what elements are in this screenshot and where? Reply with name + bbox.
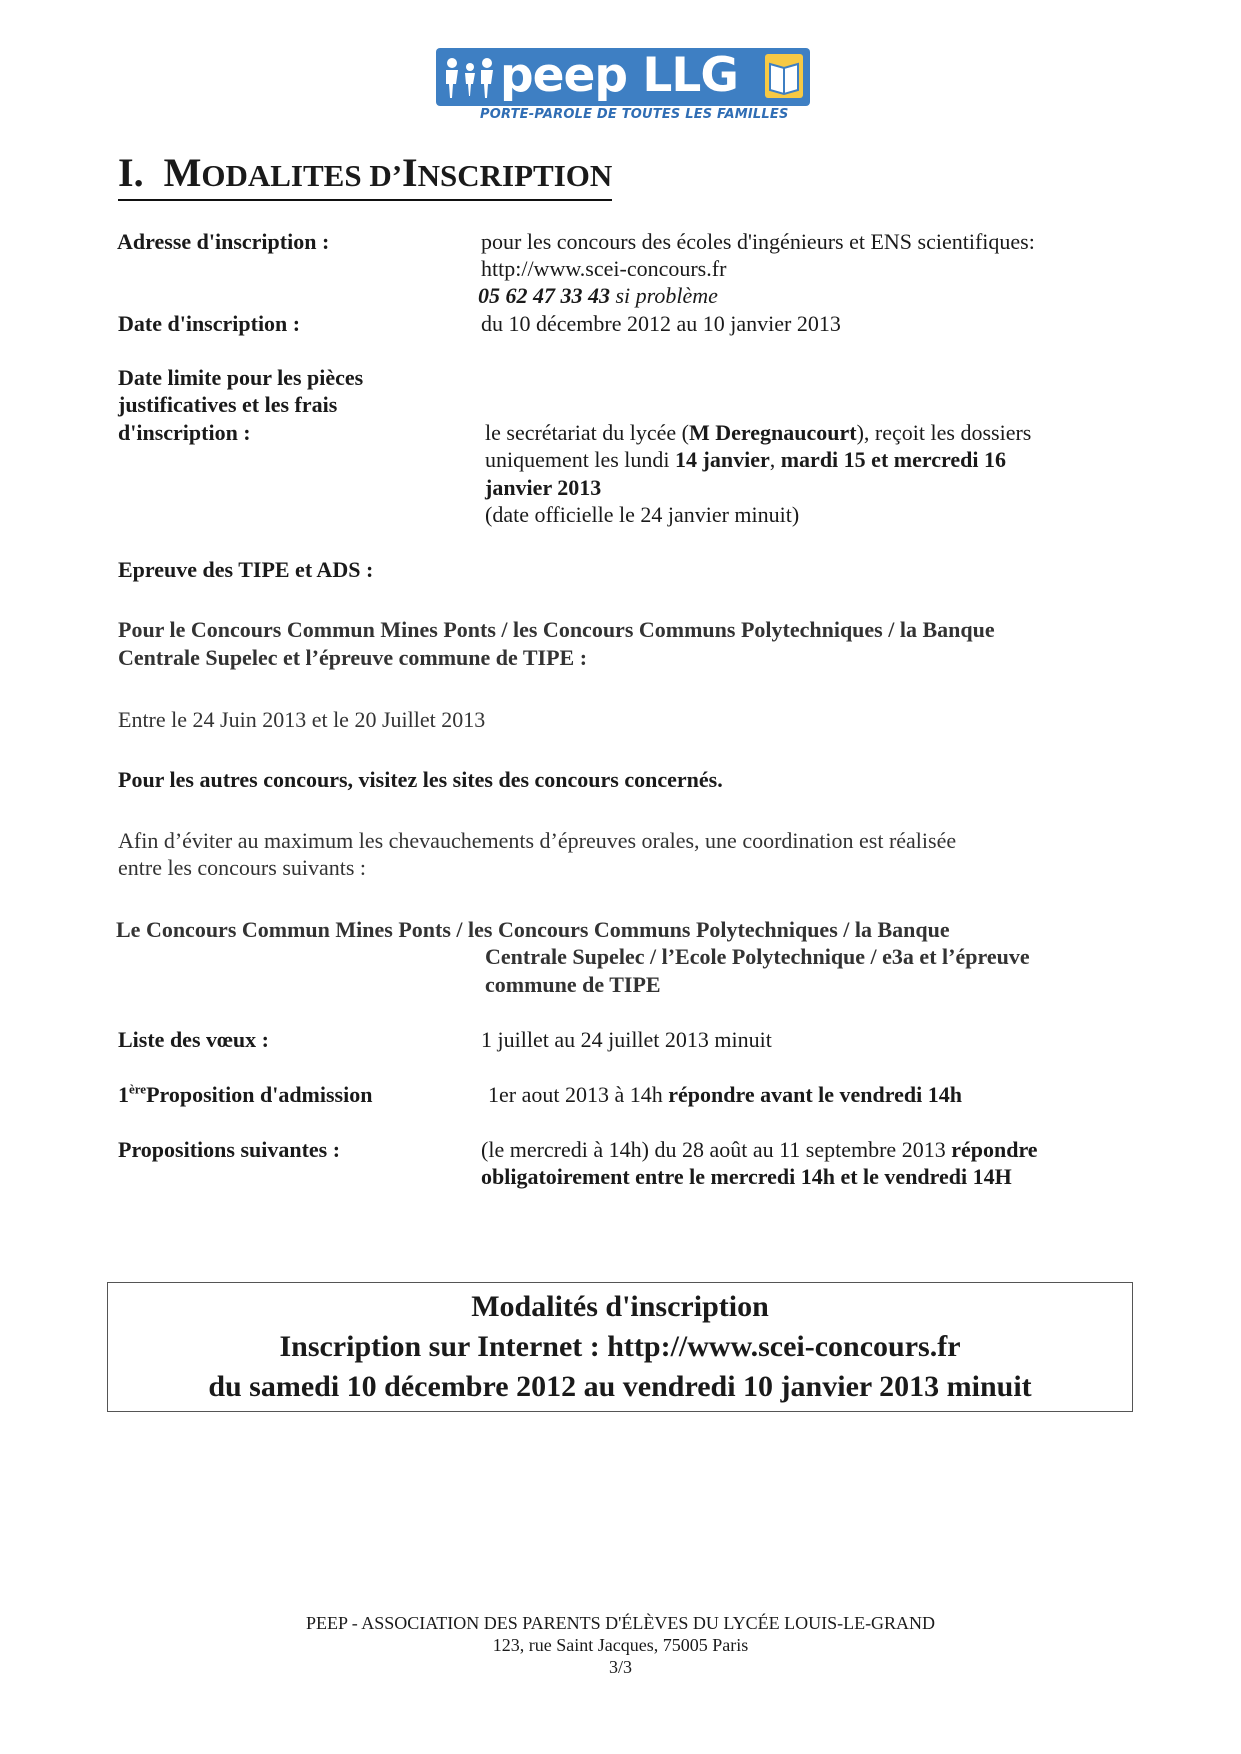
box-url-line: Inscription sur Internet : http://www.scei-concours.fr [279,1330,961,1363]
limite-label-3: d'inscription : [118,420,251,445]
suivantes-value-2: obligatoirement entre le mercredi 14h et le vendredi 14H [481,1164,1012,1189]
page-title: I. MODALITES D’INSCRIPTION [118,150,612,201]
proposition-label: 1èreProposition d'admission [118,1081,373,1107]
family-icon [442,56,498,100]
voeux-value: 1 juillet au 24 juillet 2013 minuit [481,1027,772,1052]
limite-value-2: uniquement les lundi 14 janvier, mardi 15 et mercredi 16 [485,447,1006,472]
tipe-label: Epreuve des TIPE et ADS : [118,557,374,582]
afin-line-1: Afin d’éviter au maximum les chevauchements d’épreuves orales, une coordination est réalisée [118,828,957,853]
limite-label-2: justificatives et les frais [118,392,338,417]
limite-value-3: janvier 2013 [485,475,602,500]
page-footer [0,1612,1241,1678]
book-icon [765,54,803,98]
autres-concours: Pour les autres concours, visitez les sites des concours concernés. [118,767,723,792]
limite-value-4: (date officielle le 24 janvier minuit) [485,502,800,527]
adresse-url: http://www.scei-concours.fr [481,256,727,281]
summary-box [107,1282,1133,1412]
adresse-label: Adresse d'inscription : [117,229,330,254]
commun-line-1: Pour le Concours Commun Mines Ponts / les Concours Communs Polytechniques / la Banque [118,617,995,642]
footer-association: PEEP - ASSOCIATION DES PARENTS D'ÉLÈVES DU LYCÉE LOUIS-LE-GRAND [305,1613,936,1633]
box-dates-line: du samedi 10 décembre 2012 au vendredi 10 janvier 2013 minuit [208,1370,1032,1403]
adresse-phone: 05 62 47 33 43 si problème [478,283,718,308]
suivantes-value-1: (le mercredi à 14h) du 28 août au 11 septembre 2013 répondre [481,1137,1038,1162]
afin-line-2: entre les concours suivants : [118,855,367,880]
limite-label-1: Date limite pour les pièces [118,365,364,390]
logo-tagline: PORTE-PAROLE DE TOUTES LES FAMILLES [480,107,789,122]
coord-line-3: commune de TIPE [485,972,661,997]
date-value: du 10 décembre 2012 au 10 janvier 2013 [481,311,841,336]
box-title: Modalités d'inscription [471,1290,769,1323]
peep-llg-logo [436,48,810,130]
coord-line-2: Centrale Supelec / l’Ecole Polytechnique / e3a et l’épreuve [485,944,1030,969]
adresse-line1: pour les concours des écoles d'ingénieurs et ENS scientifiques: [481,229,1035,254]
footer-page-number: 3/3 [608,1657,632,1677]
logo-brand-suffix: LLG [642,48,738,103]
date-label: Date d'inscription : [118,311,301,336]
commun-line-2: Centrale Supelec et l’épreuve commune de TIPE : [118,645,588,670]
logo-brand: peep [500,48,628,103]
limite-value-1: le secrétariat du lycée (M Deregnaucourt), reçoit les dossiers [485,420,1032,445]
proposition-value: 1er aout 2013 à 14h répondre avant le vendredi 14h [488,1082,962,1107]
footer-address: 123, rue Saint Jacques, 75005 Paris [492,1635,749,1655]
coord-line-1: Le Concours Commun Mines Ponts / les Concours Communs Polytechniques / la Banque [116,917,950,942]
entre-dates: Entre le 24 Juin 2013 et le 20 Juillet 2013 [118,707,486,732]
suivantes-label: Propositions suivantes : [118,1137,341,1162]
voeux-label: Liste des vœux : [118,1027,269,1052]
